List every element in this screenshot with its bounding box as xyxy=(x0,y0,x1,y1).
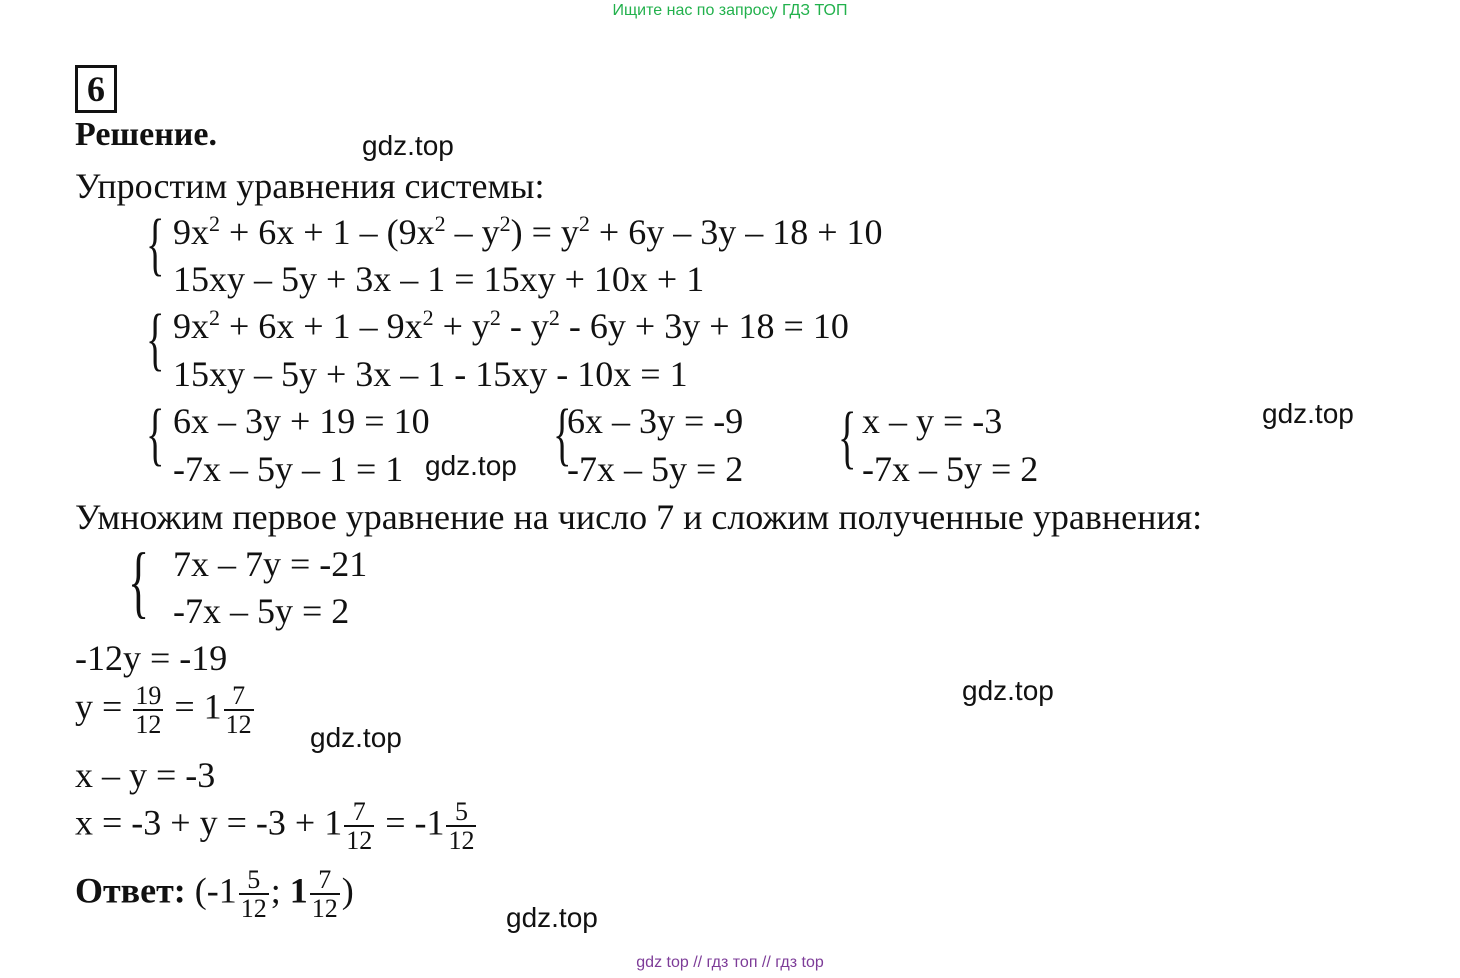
footer-links: gdz top // гдз топ // гдз top xyxy=(636,954,824,971)
watermark: gdz.top xyxy=(362,130,454,161)
fraction: $\frac{5}{12}$ xyxy=(448,797,475,856)
system-brace: { xyxy=(146,206,165,283)
system-brace: { xyxy=(553,396,572,473)
fraction: $\frac{7}{12}$ xyxy=(225,681,252,740)
watermark: gdz.top xyxy=(310,722,402,753)
sys5-equation-1: x – y = -3 xyxy=(862,401,1003,441)
answer: Ответ: (-1 $\frac{5}{12}$ ; 1 $\frac{7}{12}$ ) xyxy=(75,865,354,924)
watermark: gdz.top xyxy=(1262,398,1354,429)
fraction: $\frac{5}{12}$ xyxy=(240,865,267,924)
sys1-equation-1: $9x^2 + 6x + 1 - (9x^2 - y^2) = y^2 + 6y - 3y - 18 + 10$ xyxy=(173,211,883,252)
multiply-text: Умножим первое уравнение на число 7 и сложим полученные уравнения: xyxy=(75,497,1203,537)
task-number: 6 xyxy=(75,65,117,113)
step-4: x = -3 + y = -3 + 1 $\frac{7}{12}$ = -1 $\frac{5}{12}$ xyxy=(75,797,475,856)
system-brace: { xyxy=(128,538,150,626)
sys2-equation-1: $9x^2 + 6x + 1 - 9x^2 + y^2 - y^2 - 6y + 3y + 18 = 10$ xyxy=(173,305,849,346)
sys6-equation-2: -7x – 5y = 2 xyxy=(173,591,350,631)
system-brace: { xyxy=(146,301,165,378)
sys6-equation-1: 7x – 7y = -21 xyxy=(173,544,368,584)
step-3: x – y = -3 xyxy=(75,755,216,795)
sys2-equation-2: 15xy – 5y + 3x – 1 - 15xy - 10x = 1 xyxy=(173,354,688,394)
system-brace: { xyxy=(146,396,165,473)
solution-heading: Решение. xyxy=(75,116,217,153)
top-note: Ищите нас по запросу ГДЗ ТОП xyxy=(612,2,848,19)
fraction: $\frac{7}{12}$ xyxy=(311,865,338,924)
fraction: $\frac{7}{12}$ xyxy=(346,797,373,856)
sys5-equation-2: -7x – 5y = 2 xyxy=(862,449,1039,489)
fraction: $\frac{19}{12}$ xyxy=(135,681,162,740)
sys4-equation-1: 6x – 3y = -9 xyxy=(567,401,744,441)
sys4-equation-2: -7x – 5y = 2 xyxy=(567,449,744,489)
watermark: gdz.top xyxy=(962,675,1054,706)
system-brace: { xyxy=(838,399,857,476)
sys1-equation-2: 15xy – 5y + 3x – 1 = 15xy + 10x + 1 xyxy=(173,259,705,299)
sys3-equation-1: 6x – 3y + 19 = 10 xyxy=(173,401,430,441)
watermark: gdz.top xyxy=(506,902,598,933)
sys3-equation-2: -7x – 5y – 1 = 1 xyxy=(173,449,404,489)
step-1: -12y = -19 xyxy=(75,638,228,678)
step-2: y = $\frac{19}{12}$ = 1 $\frac{7}{12}$ xyxy=(75,681,252,740)
watermark: gdz.top xyxy=(425,450,517,481)
intro-text: Упростим уравнения системы: xyxy=(75,166,545,206)
